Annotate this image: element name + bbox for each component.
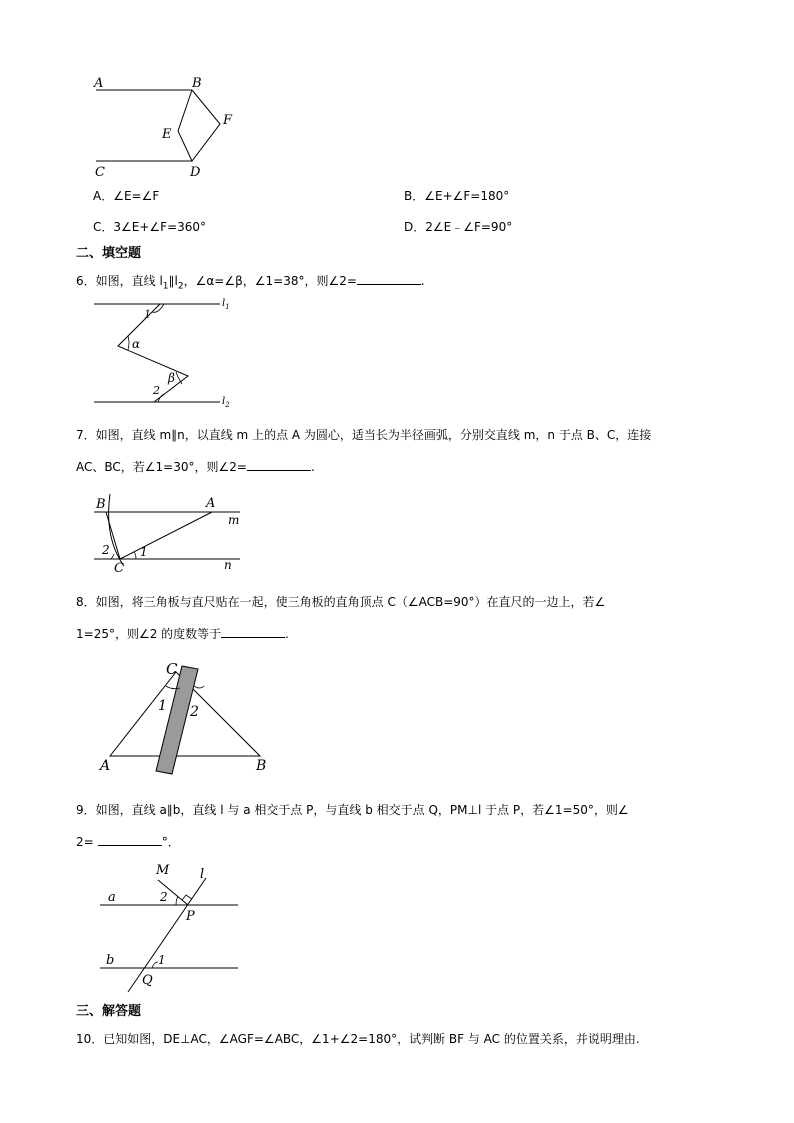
q5-label-f: F — [223, 113, 233, 128]
q8-label-c: C — [166, 660, 178, 678]
q8-answer-blank[interactable] — [221, 625, 285, 638]
q8-label-a: A — [100, 758, 111, 774]
q6-figure — [90, 296, 250, 411]
q9-text-post: °． — [161, 835, 180, 849]
q5-label-b: B — [192, 76, 202, 91]
q5-label-d: D — [190, 165, 201, 180]
q8-label-b: B — [256, 758, 267, 774]
q6-answer-blank[interactable] — [357, 272, 421, 285]
q7-angle-arc-1 — [134, 552, 136, 559]
q5-option-a: A．∠E=∠F — [93, 189, 160, 203]
q7-label-b: B — [96, 497, 106, 512]
q10-text: 10．已知如图，DE⊥AC，∠AGF=∠ABC，∠1+∠2=180°，试判断 BF 与 AC 的位置关系，并说明理由. — [76, 1032, 640, 1046]
q7-label-c: C — [114, 561, 124, 576]
q7-segment-ac — [120, 512, 212, 559]
q7-answer-blank[interactable] — [247, 458, 311, 471]
section-fill-in-title: 二、填空题 — [76, 246, 142, 261]
q9-label-b: b — [106, 953, 115, 968]
q8-label-1: 1 — [158, 698, 167, 714]
q6-label-1: 1 — [144, 308, 151, 321]
q9-figure — [96, 858, 256, 996]
q5-label-e: E — [162, 127, 172, 142]
q6-label-l2: $l_2$ — [222, 396, 230, 409]
q9-label-q: Q — [142, 973, 153, 988]
q6-arc-alpha — [128, 336, 129, 350]
q9-answer-blank[interactable] — [98, 833, 162, 846]
q5-label-a: A — [94, 76, 104, 91]
q5-option-c: C．3∠E+∠F=360° — [93, 220, 207, 234]
q5-path-befd — [178, 90, 220, 161]
q6-text-post: . — [420, 274, 425, 288]
q5-option-d: D．2∠E﹣∠F=90° — [404, 220, 513, 234]
q8-text-line2 — [76, 625, 289, 642]
q6-arc-beta — [176, 372, 182, 384]
q9-label-a: a — [108, 890, 116, 905]
q7-label-2: 2 — [102, 543, 110, 557]
q7-label-m: m — [228, 513, 240, 527]
q5-option-b: B．∠E+∠F=180° — [404, 189, 510, 203]
q7-angle-arc-2 — [110, 554, 114, 559]
section-answer-title: 三、解答题 — [76, 1004, 142, 1019]
q6-label-l1: $l_1$ — [222, 298, 230, 311]
q7-text-line2 — [76, 458, 315, 475]
q8-text-line1: 8．如图，将三角板与直尺贴在一起，使三角板的直角顶点 C（∠ACB=90°）在直尺的一边上，若∠ — [76, 595, 606, 609]
q7-label-a: A — [206, 496, 216, 511]
q8-text-pre: 1=25°，则∠2 的度数等于 — [76, 627, 222, 641]
q8-arc-2 — [194, 686, 204, 688]
q6-text-mid2: ，∠α=∠β，∠1=38°，则∠2= — [183, 274, 357, 288]
q9-label-l: l — [200, 867, 205, 882]
q7-text-pre: AC、BC，若∠1=30°，则∠2= — [76, 460, 247, 474]
q6-sub2: 2 — [177, 281, 184, 292]
q9-right-angle-mark — [182, 895, 192, 900]
q6-label-2: 2 — [153, 384, 160, 397]
q9-text-line2 — [76, 833, 180, 850]
q6-sub1: 1 — [162, 281, 169, 292]
q7-text-line1: 7．如图，直线 m∥n，以直线 m 上的点 A 为圆心，适当长为半径画弧，分别交直线 m，n 于点 B、C，连接 — [76, 428, 652, 442]
q8-text-post: . — [285, 627, 289, 641]
q6-label-alpha: α — [132, 337, 141, 351]
q9-label-2: 2 — [160, 890, 168, 904]
q7-label-n: n — [224, 558, 232, 572]
q6-text — [76, 272, 425, 294]
q5-label-c: C — [95, 165, 105, 180]
q5-figure — [88, 74, 248, 182]
q6-label-beta: β — [168, 371, 175, 385]
q6-arc-1 — [152, 304, 164, 312]
q9-label-p: P — [186, 909, 195, 924]
q9-text-line1: 9．如图，直线 a∥b，直线 l 与 a 相交于点 P，与直线 b 相交于点 Q，PM⊥l 于点 P，若∠1=50°，则∠ — [76, 803, 629, 817]
q7-figure — [90, 490, 250, 578]
q6-text-pre: 6．如图，直线 l — [76, 274, 163, 288]
q9-text-pre: 2= — [76, 835, 94, 849]
q8-label-2: 2 — [190, 704, 199, 720]
q8-ruler — [156, 666, 198, 774]
q8-figure — [96, 658, 276, 776]
q9-label-m: M — [156, 863, 170, 878]
q7-label-1: 1 — [140, 545, 148, 559]
q9-label-1: 1 — [158, 953, 166, 967]
q7-text-post: . — [310, 460, 315, 474]
q9-arc-2 — [176, 896, 178, 905]
q6-text-mid1: ∥l — [168, 274, 178, 288]
